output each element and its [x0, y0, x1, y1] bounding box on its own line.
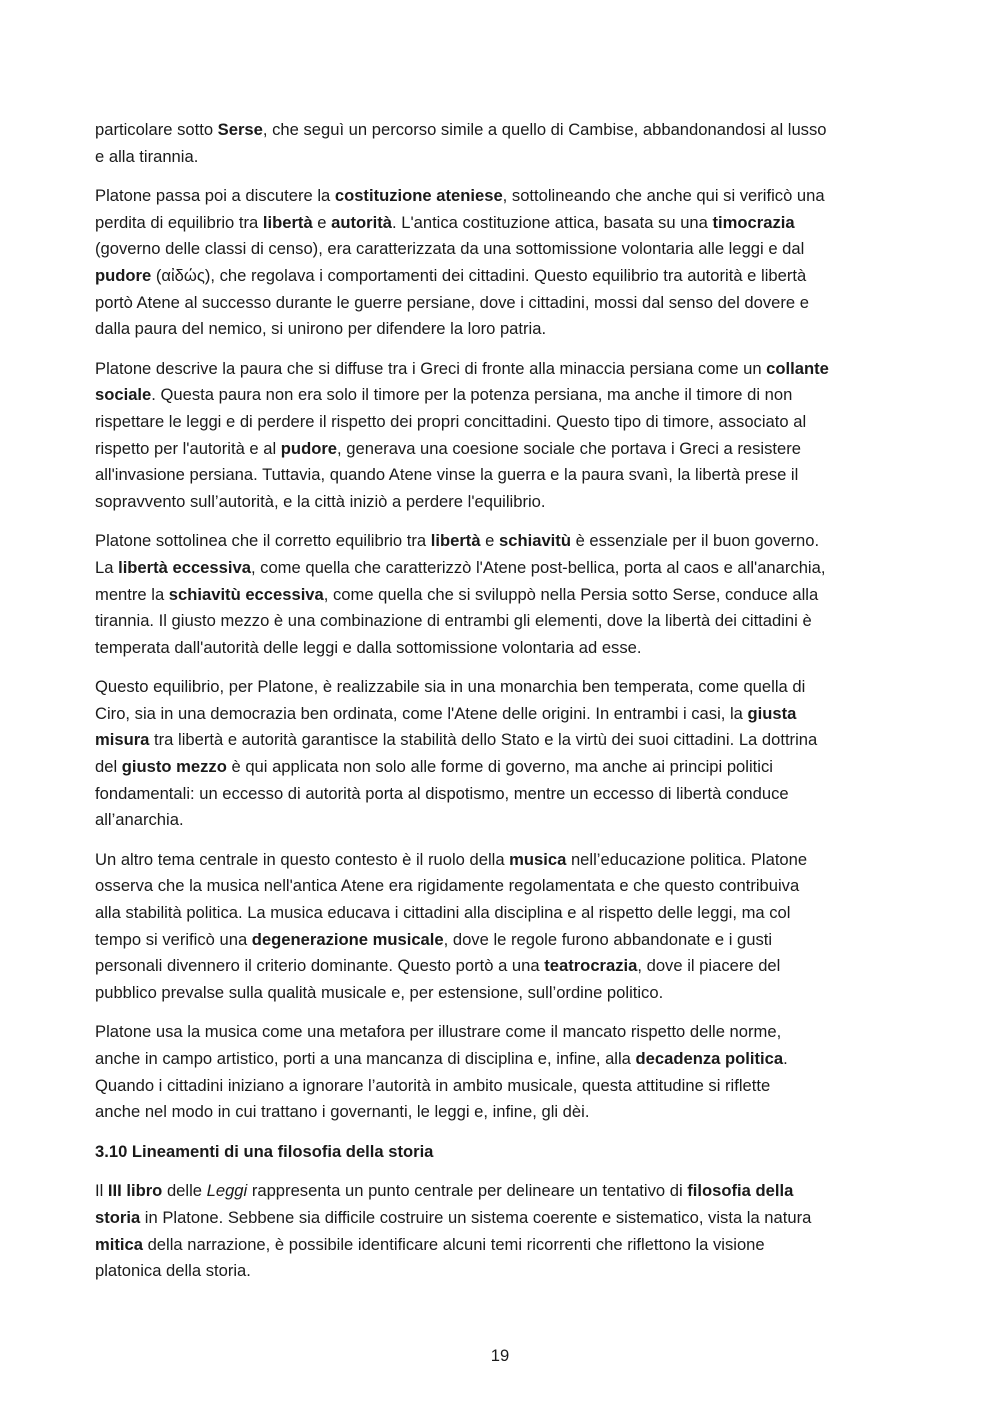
bold-term: filosofia della storia — [95, 1181, 794, 1227]
bold-term: giusta misura — [95, 703, 797, 750]
page-number: 19 — [490, 1346, 510, 1365]
bold-term: pudore — [95, 265, 152, 285]
document-page — [95, 117, 905, 1298]
bold-term: libertà — [262, 212, 313, 232]
bold-term: libertà eccessiva — [118, 557, 251, 577]
bold-term: timocrazia — [712, 212, 795, 232]
italic-title: Leggi — [206, 1181, 248, 1201]
bold-term: pudore — [280, 438, 338, 458]
bold-term: costituzione ateniese — [334, 186, 503, 206]
paragraph-paura-collante-sociale: Platone descrive la paura che si diffuse tra i Greci di fronte alla minaccia persiana come un collante sociale. Questa paura non era solo il timore per la potenza persiana, ma anche il timore di non rispettare le leggi e di perdere il rispetto dei propri concittadini. Questo tipo di timore, associato al rispetto per l'autorità e al pudore, generava una coesione sociale che portava i Greci a resistere all'invasione persiana. Tuttavia, quando Atene vinse la guerra e la paura svanì, la libertà prese il sopravvento sull’autorità, e la città iniziò a perdere l'equilibrio. — [95, 358, 829, 511]
bold-term: libertà — [430, 531, 481, 551]
bold-term: Serse — [217, 120, 263, 139]
bold-term: mitica — [95, 1234, 143, 1254]
bold-term: musica — [509, 849, 567, 869]
bold-term: collante sociale — [95, 358, 829, 405]
paragraph-giusto-mezzo: Questo equilibrio, per Platone, è realizzabile sia in una monarchia ben temperata, come quella di Ciro, sia in una democrazia ben ordinata, come l'Atene delle origini. In entrambi i casi, la giusta misura tra libertà e autorità garantisce la stabilità dello Stato e la virtù dei suoi cittadini. La dottrina del giusto mezzo è qui applicata non solo alle forme di governo, ma anche ai principi politici fondamentali: un eccesso di autorità porta al dispotismo, mentre un eccesso di libertà conduce all’anarchia. — [95, 677, 818, 830]
bold-term: teatrocrazia — [544, 956, 638, 976]
paragraph-liberta-schiavitu: Platone sottolinea che il corretto equilibrio tra libertà e schiavitù è essenziale per il buon governo. La libertà eccessiva, come quella che caratterizzò l'Atene post-bellica, porta al caos e all'anarchia, mentre la schiavitù eccessiva, come quella che si sviluppò nella Persia sotto Serse, conduce alla tirannia. Il giusto mezzo è una combinazione di entrambi gli elementi, dove la libertà dei cittadini è temperata dall'autorità delle leggi e dalla sottomissione volontaria ad esse. — [95, 531, 826, 657]
bold-term: decadenza politica — [635, 1049, 784, 1068]
bold-term: giusto mezzo — [121, 757, 227, 777]
bold-term: autorità — [331, 212, 392, 232]
paragraph-filosofia-storia: Il III libro delle Leggi rappresenta un punto centrale per delineare un tentativo di filosofia della storia in Platone. Sebbene sia difficile costruire un sistema coerente e sistematico, vista la natura mitica della narrazione, è possibile identificare alcuni temi ricorrenti che riflettono la visione platonica della storia. — [95, 1181, 812, 1281]
section-heading: 3.10 Lineamenti di una filosofia della storia — [95, 1141, 434, 1161]
paragraph-musica-educazione: Un altro tema centrale in questo contesto è il ruolo della musica nell’educazione politica. Platone osserva che la musica nell'antica Atene era rigidamente regolamentata e che questo contribuiva alla stabilità politica. La musica educava i cittadini alla disciplina e al rispetto delle leggi, ma col tempo si verificò una degenerazione musicale, dove le regole furono abbandonate e i gusti personali divennero il criterio dominante. Questo portò a una teatrocrazia, dove il piacere del pubblico prevalse sulla qualità musicale e, per estensione, sull’ordine politico. — [95, 849, 808, 1002]
paragraph-serse-tirannia: particolare sotto Serse, che seguì un percorso simile a quello di Cambise, abbandonandosi al lusso e alla tirannia. — [95, 120, 827, 166]
paragraph-costituzione-ateniese: Platone passa poi a discutere la costituzione ateniese, sottolineando che anche qui si verificò una perdita di equilibrio tra libertà e autorità. L'antica costituzione attica, basata su una timocrazia (governo delle classi di censo), era caratterizzata da una sottomissione volontaria alle leggi e dal pudore (αἰδώς), che regolava i comportamenti dei cittadini. Questo equilibrio tra autorità e libertà portò Atene al successo durante le guerre persiane, dove i cittadini, mossi dal senso del dovere e dalla paura del nemico, si unirono per difendere la loro patria. — [95, 186, 825, 339]
bold-term: schiavitù eccessiva — [168, 584, 324, 604]
paragraph-musica-metafora: Platone usa la musica come una metafora per illustrare come il mancato rispetto delle norme, anche in campo artistico, porti a una mancanza di disciplina e, infine, alla decadenza politica. Quando i cittadini iniziano a ignorare l’autorità in ambito musicale, questa attitudine si riflette anche nel modo in cui trattano i governanti, le leggi e, infine, gli dèi. — [95, 1022, 788, 1122]
bold-term: III libro — [107, 1181, 163, 1201]
bold-term: degenerazione musicale — [251, 929, 444, 949]
bold-term: schiavitù — [499, 531, 571, 551]
